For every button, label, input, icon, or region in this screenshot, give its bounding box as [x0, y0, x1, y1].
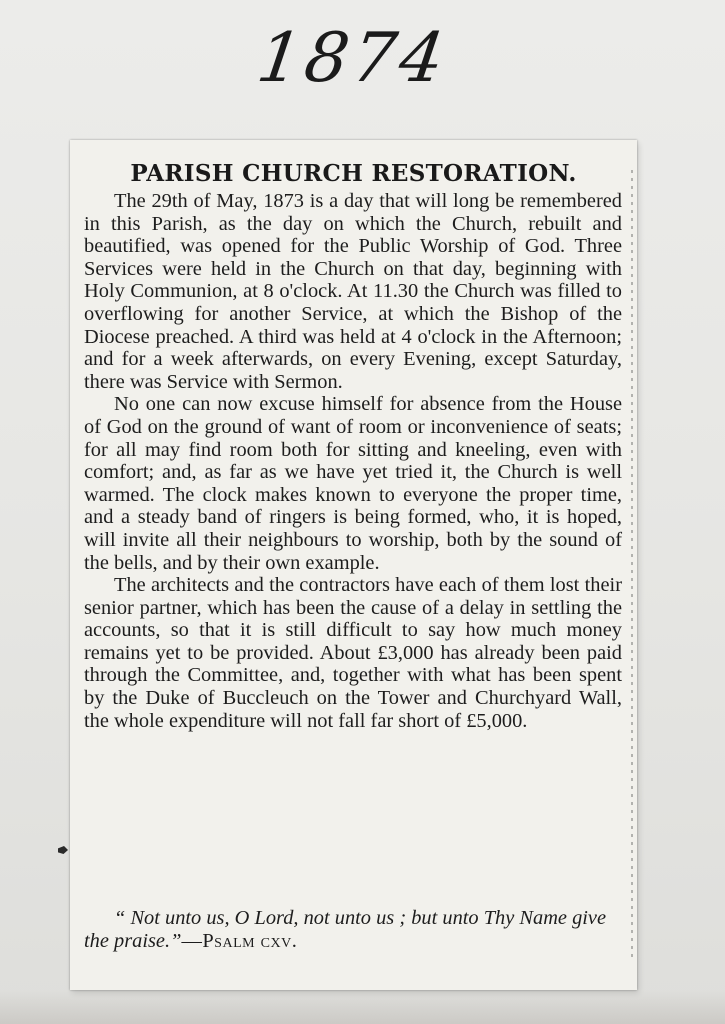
closing-motto — [84, 907, 622, 952]
pencil-margin-mark — [58, 846, 68, 854]
article-body — [84, 190, 622, 732]
motto-citation: —Psalm cxv. — [181, 929, 298, 952]
motto-quote: “ Not unto us, O Lord, not unto us ; but unto Thy Name give the praise.” — [84, 907, 607, 952]
handwritten-year: 1874 — [252, 19, 453, 98]
article-paragraph: The architects and the contractors have each of them lost their senior partner, which has been the cause of a delay in settling the accounts, so that it is still difficult to say how much money remains yet to be provided. About £3,000 has already been paid through the Committee, and, together with what has been spent by the Duke of Buccleuch on the Tower and Churchyard Wall, the whole expenditure will not fall far short of £5,000. — [84, 574, 622, 732]
article-paragraph: No one can now excuse himself for absence from the House of God on the ground of want of room or inconvenience of seats; for all may find room both for sitting and kneeling, even with comfort; and, as far as we have yet tried it, the Church is well warmed. The clock makes known to everyone the proper time, and a steady band of ringers is being formed, who, it is hoped, will invite all their neighbours to worship, both by the sound of the bells, and by their own example. — [84, 393, 622, 574]
clipping-headline: PARISH CHURCH RESTORATION. — [130, 160, 577, 187]
article-paragraph: The 29th of May, 1873 is a day that will long be remembered in this Parish, as the day on which the Church, rebuilt and beautified, was opened for the Public Worship of God. Three Services were held in the Church on that day, beginning with Holy Communion, at 8 o'clock. At 11.30 the Church was filled to overflowing for another Service, at which the Bishop of the Diocese preached. A third was held at 4 o'clock in the Afternoon; and for a week afterwards, on every Evening, except Saturday, there was Service with Sermon. — [84, 190, 622, 393]
newspaper-clipping — [70, 140, 637, 990]
